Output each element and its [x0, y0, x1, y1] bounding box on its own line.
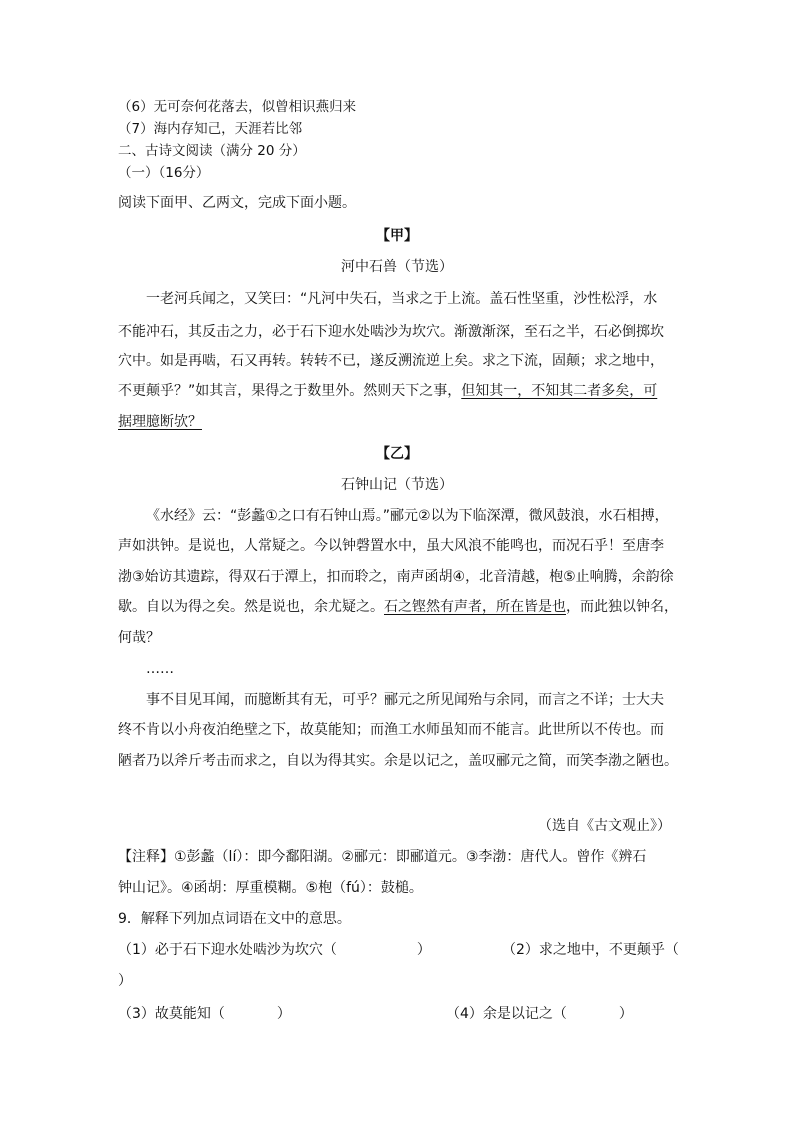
q9-item-1-close: ）: [416, 942, 431, 958]
yi-label: 【乙】: [376, 446, 418, 462]
question-9-stem: 9．解释下列加点词语在文中的意思。: [118, 911, 351, 927]
q9-item-1: [118, 940, 431, 960]
q9-item-4-close: ）: [618, 1006, 633, 1022]
jia-line-3: 穴中。如是再啮，石又再转。转转不已，遂反溯流逆上矣。求之下流，固颠；求之地中，: [118, 353, 664, 369]
q9-item-1-text: （1）必于石下迎水处啮沙为坎穴（: [118, 942, 337, 958]
yi-line-3: 渤③始访其遗踪，得双石于潭上，扣而聆之，南声函胡④，北音清越，枹⑤止响腾，余韵徐: [118, 569, 674, 585]
yi-p2-line-1: 事不目见耳闻，而臆断其有无，可乎？郦元之所见闻殆与余同，而言之不详；士大夫: [146, 692, 664, 708]
q9-item-3-text: （3）故莫能知（: [118, 1006, 225, 1022]
q9-item-2-close: ）: [118, 973, 132, 989]
yi-p2-line-2: 终不肯以小舟夜泊绝壁之下，故莫能知；而渔工水师虽知而不能言。此世所以不传也。而: [118, 722, 664, 738]
jia-title: 河中石兽（节选）: [341, 259, 453, 275]
yi-line-1: 《水经》云：“彭蠡①之口有石钟山焉。”郦元②以为下临深潭，微风鼓浪，水石相搏，: [146, 508, 669, 524]
source-note: （选自《古文观止》）: [538, 818, 671, 834]
yi-underlined-sentence: 石之铿然有声者，所在皆是也: [384, 599, 566, 615]
instruction-text: 阅读下面甲、乙两文，完成下面小题。: [118, 195, 356, 211]
q9-item-2-text: （2）求之地中，不更颠乎（: [502, 942, 679, 958]
yi-line-4-tail: ，而此独以钟名，: [566, 599, 678, 615]
yi-p2-line-3: 陋者乃以斧斤考击而求之，自以为得其实。余是以记之，盖叹郦元之简，而笑李渤之陋也。: [118, 753, 678, 769]
q9-item-3: [118, 1004, 291, 1024]
jia-line-4: [118, 381, 657, 401]
jia-line-1: 一老河兵闻之，又笑曰：“凡河中失石，当求之于上流。盖石性坚重，沙性松浮，水: [146, 291, 658, 307]
yi-title: 石钟山记（节选）: [341, 477, 453, 493]
notes-line-1: 【注释】①彭蠡（lí）：即今鄱阳湖。②郦元：即郦道元。③李渤：唐代人。曾作《辨石: [118, 849, 647, 865]
section-title: 二、古诗文阅读（满分 20 分）: [118, 143, 306, 159]
jia-line-4-text: 不更颠乎？”如其言，果得之于数里外。然则天下之事，: [118, 383, 462, 399]
yi-line-4: [118, 597, 678, 617]
q9-item-3-close: ）: [276, 1006, 291, 1022]
yi-line-5: 何哉？: [118, 630, 160, 646]
list-item-6: （6）无可奈何花落去，似曾相识燕归来: [118, 99, 357, 115]
list-item-7: （7）海内存知己，天涯若比邻: [118, 121, 303, 137]
yi-line-2: 声如洪钟。是说也，人常疑之。今以钟磬置水中，虽大风浪不能鸣也，而况石乎！至唐李: [118, 538, 664, 554]
q9-item-4: [446, 1004, 633, 1024]
q9-item-2: [502, 940, 679, 960]
jia-label: 【甲】: [376, 228, 418, 244]
notes-line-2: 钟山记》。④函胡：厚重模糊。⑤枹（fú）：鼓槌。: [118, 880, 423, 896]
section-subtitle: （一）（16分）: [118, 165, 210, 181]
jia-line-2: 不能冲石，其反击之力，必于石下迎水处啮沙为坎穴。渐激渐深，至石之半，石必倒掷坎: [118, 324, 664, 340]
ellipsis: ……: [146, 661, 174, 677]
jia-line-5: 据理臆断欤？: [118, 414, 202, 430]
q9-item-4-text: （4）余是以记之（: [446, 1006, 567, 1022]
yi-line-4-text: 歇。自以为得之矣。然是说也，余尤疑之。: [118, 599, 384, 615]
jia-underlined-sentence: 但知其一，不知其二者多矣，可: [461, 383, 658, 399]
